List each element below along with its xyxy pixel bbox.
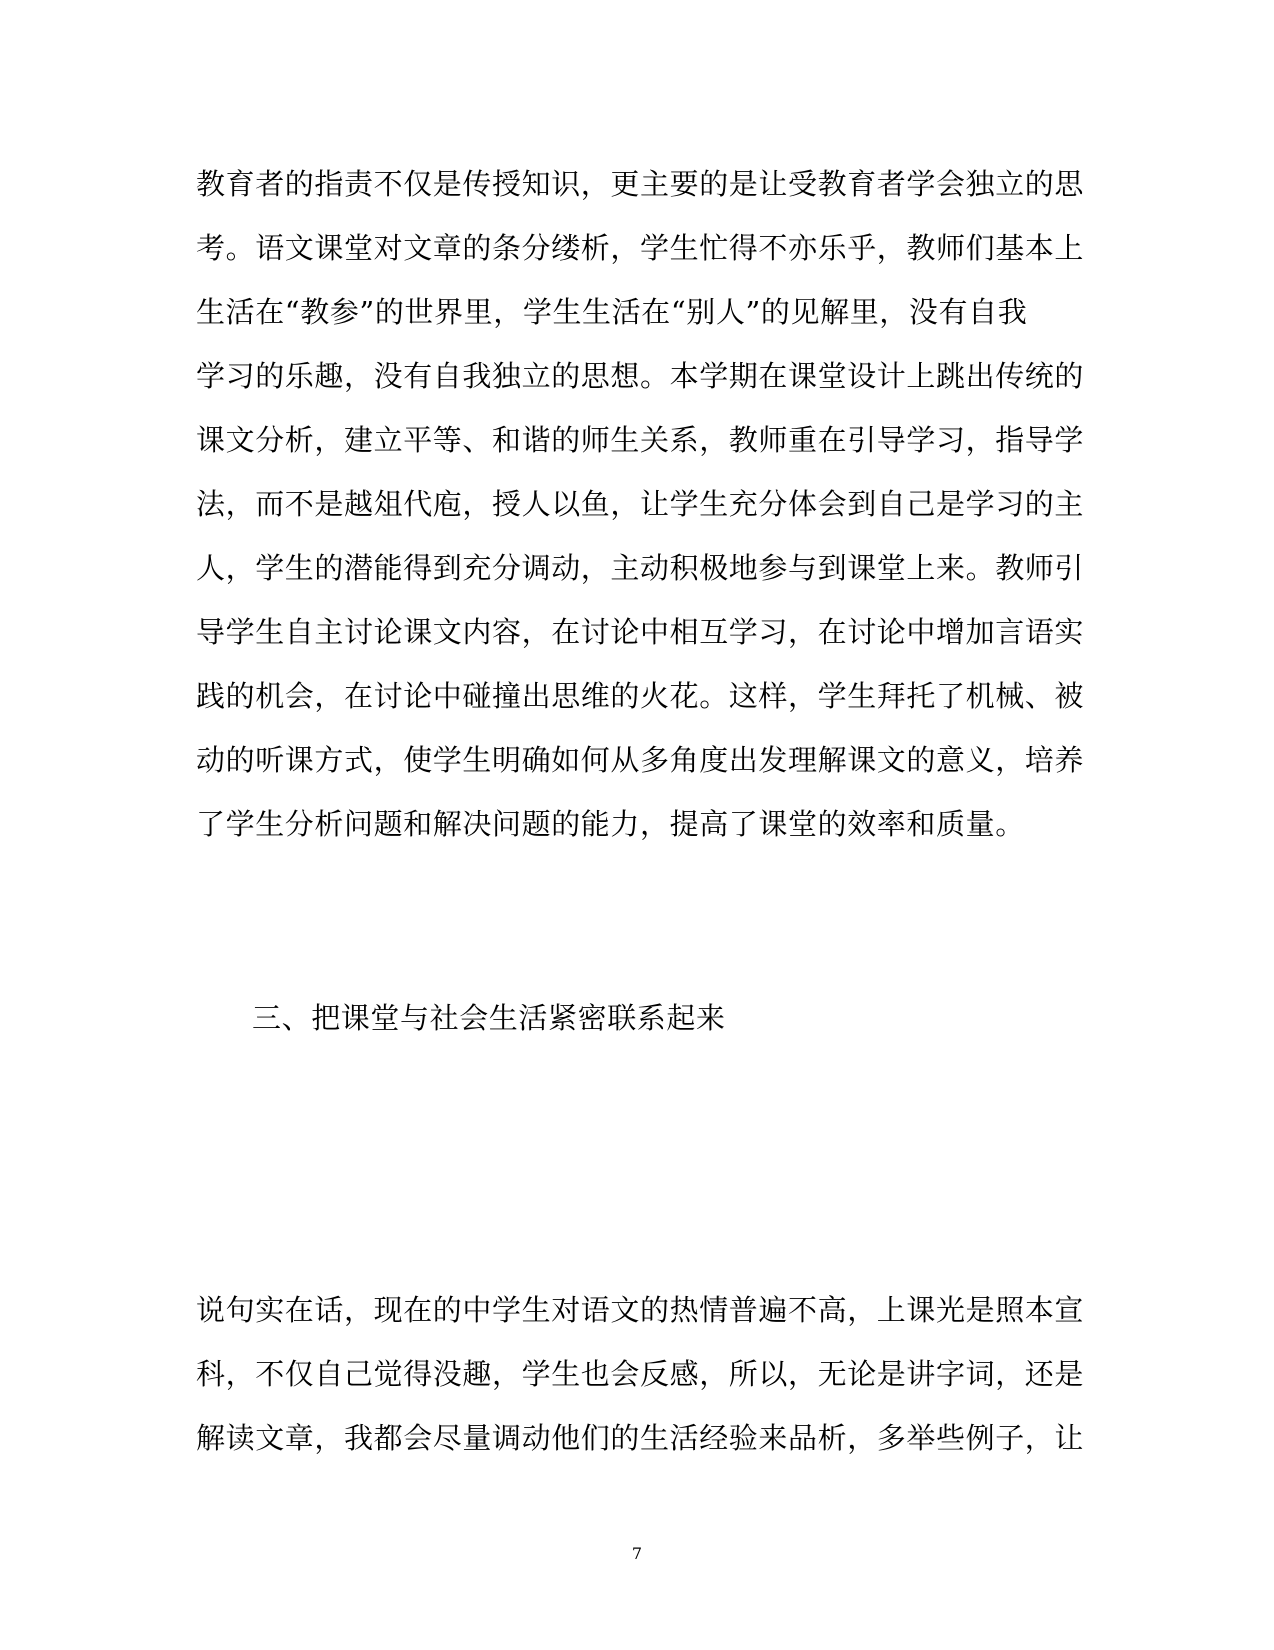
- paragraph-line: 解读文章，我都会尽量调动他们的生活经验来品析，多举些例子，让: [196, 1421, 1085, 1455]
- paragraph-line: 法，而不是越俎代庖，授人以鱼，让学生充分体会到自己是学习的主: [196, 487, 1085, 521]
- paragraph-line: 生活在“教参”的世界里，学生生活在“别人”的见解里，没有自我: [196, 295, 1028, 329]
- paragraph-line: 学习的乐趣，没有自我独立的思想。本学期在课堂设计上跳出传统的: [196, 359, 1085, 393]
- paragraph-line: 了学生分析问题和解决问题的能力，提高了课堂的效率和质量。: [196, 807, 1025, 841]
- page-number: 7: [631, 1544, 643, 1563]
- section-heading: 三、把课堂与社会生活紧密联系起来: [252, 1001, 726, 1035]
- paragraph-line: 导学生自主讨论课文内容，在讨论中相互学习，在讨论中增加言语实: [196, 615, 1085, 649]
- paragraph-line: 动的听课方式，使学生明确如何从多角度出发理解课文的意义，培养: [196, 743, 1085, 777]
- paragraph-line: 考。语文课堂对文章的条分缕析，学生忙得不亦乐乎，教师们基本上: [196, 231, 1085, 265]
- paragraph-line: 课文分析，建立平等、和谐的师生关系，教师重在引导学习，指导学: [196, 423, 1085, 457]
- paragraph-line: 人，学生的潜能得到充分调动，主动积极地参与到课堂上来。教师引: [196, 551, 1085, 585]
- paragraph-line: 说句实在话，现在的中学生对语文的热情普遍不高，上课光是照本宣: [196, 1293, 1085, 1327]
- paragraph-line: 践的机会，在讨论中碰撞出思维的火花。这样，学生拜托了机械、被: [196, 679, 1085, 713]
- paragraph-line: 科，不仅自己觉得没趣，学生也会反感，所以，无论是讲字词，还是: [196, 1357, 1085, 1391]
- paragraph-line: 教育者的指责不仅是传授知识，更主要的是让受教育者学会独立的思: [196, 167, 1085, 201]
